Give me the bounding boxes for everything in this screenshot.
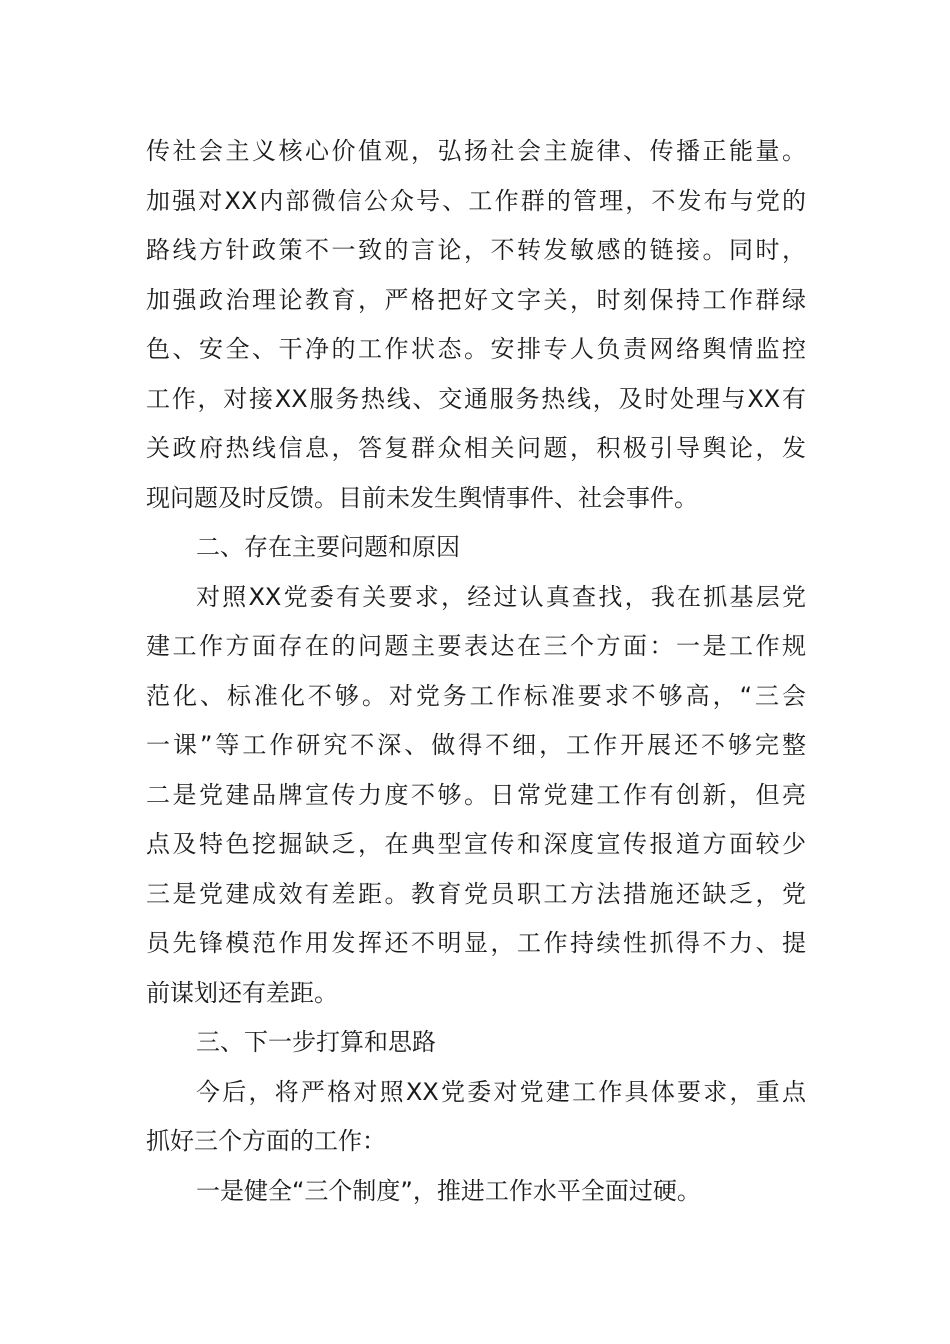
body-text-line: 今后，将严格对照XX党委对党建工作具体要求，重点 [196, 1077, 806, 1106]
body-text-line: 加强对XX内部微信公众号、工作群的管理，不发布与党的 [146, 186, 806, 215]
body-text-line: 对照XX党委有关要求，经过认真查找，我在抓基层党 [196, 582, 806, 611]
body-text-line: 员先锋模范作用发挥还不明显，工作持续性抓得不力、提 [146, 929, 806, 957]
body-text-line: 点及特色挖掘缺乏，在典型宣传和深度宣传报道方面较少 [146, 830, 806, 858]
body-text-line: 一是健全“三个制度”，推进工作水平全面过硬。 [196, 1176, 701, 1205]
body-text-line: 范化、标准化不够。对党务工作标准要求不够高，“三会 [146, 681, 806, 710]
body-text-line: 关政府热线信息，答复群众相关问题，积极引导舆论，发 [146, 434, 806, 462]
body-text-line: 建工作方面存在的问题主要表达在三个方面：一是工作规 [146, 632, 806, 660]
body-text-line: 加强政治理论教育，严格把好文字关，时刻保持工作群绿 [146, 285, 806, 314]
body-text-line: 现问题及时反馈。目前未发生舆情事件、社会事件。 [146, 483, 698, 512]
section-heading-problems: 二、存在主要问题和原因 [196, 533, 460, 561]
body-text-line: 路线方针政策不一致的言论，不转发敏感的链接。同时， [146, 236, 806, 264]
body-text-line: 二是党建品牌宣传力度不够。日常党建工作有创新，但亮 [146, 780, 806, 809]
body-text-line: 前谋划还有差距。 [146, 978, 338, 1007]
body-text-line: 三是党建成效有差距。教育党员职工方法措施还缺乏，党 [146, 879, 806, 908]
body-text-line: 传社会主义核心价值观，弘扬社会主旋律、传播正能量。 [146, 137, 806, 165]
section-heading-next-steps: 三、下一步打算和思路 [196, 1028, 436, 1056]
body-text-line: 一课”等工作研究不深、做得不细，工作开展还不够完整 [146, 731, 806, 759]
body-text-line: 工作，对接XX服务热线、交通服务热线，及时处理与XX有 [146, 384, 806, 413]
body-text-line: 色、安全、干净的工作状态。安排专人负责网络舆情监控 [146, 335, 806, 363]
body-text-line: 抓好三个方面的工作： [146, 1127, 386, 1155]
